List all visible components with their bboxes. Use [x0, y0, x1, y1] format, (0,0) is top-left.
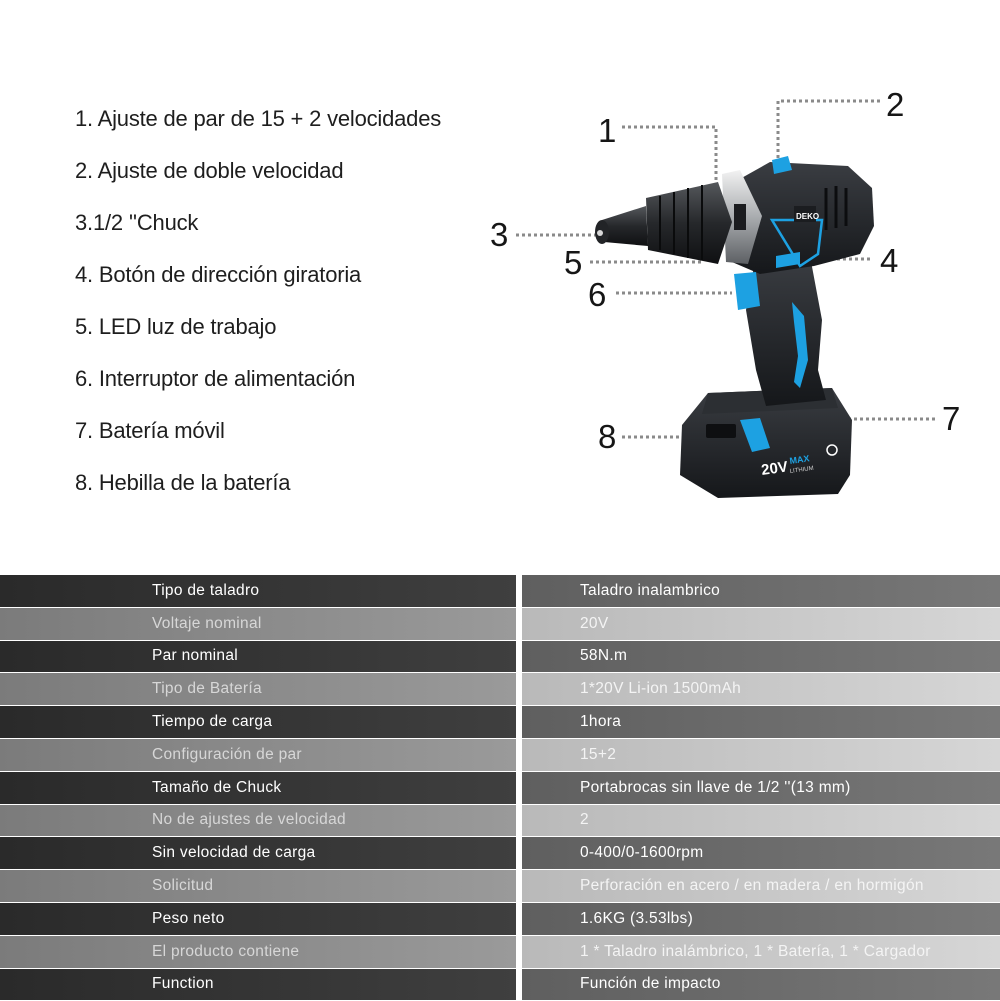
spec-row	[0, 837, 1000, 870]
spec-value: 1.6KG (3.53lbs)	[516, 903, 1000, 935]
spec-value: Perforación en acero / en madera / en hormigón	[516, 870, 1000, 902]
spec-row	[0, 641, 1000, 674]
spec-row	[0, 969, 1000, 1001]
feature-list	[75, 98, 441, 514]
spec-key: Tiempo de carga	[0, 706, 516, 738]
spec-key: Voltaje nominal	[0, 608, 516, 640]
feature-item-6: 6. Interruptor de alimentación	[75, 366, 356, 391]
spec-value: 20V	[516, 608, 1000, 640]
callout-1: 1	[598, 112, 617, 149]
spec-table	[0, 575, 1000, 1001]
feature-item-3: 3.1/2 ''Chuck	[75, 210, 199, 235]
spec-value: Función de impacto	[516, 969, 1000, 1001]
spec-value: 1hora	[516, 706, 1000, 738]
feature-item-5: 5. LED luz de trabajo	[75, 314, 277, 339]
callout-7: 7	[942, 400, 961, 437]
spec-key: Par nominal	[0, 641, 516, 673]
spec-value: 2	[516, 805, 1000, 837]
spec-key: Tamaño de Chuck	[0, 772, 516, 804]
spec-value: 1 * Taladro inalámbrico, 1 * Batería, 1 * Cargador	[516, 936, 1000, 968]
spec-row	[0, 772, 1000, 805]
spec-key: Configuración de par	[0, 739, 516, 771]
feature-item-8: 8. Hebilla de la batería	[75, 470, 291, 495]
feature-item-4: 4. Botón de dirección giratoria	[75, 262, 362, 287]
spec-key: Peso neto	[0, 903, 516, 935]
spec-row	[0, 608, 1000, 641]
spec-value: Portabrocas sin llave de 1/2 ''(13 mm)	[516, 772, 1000, 804]
spec-row	[0, 903, 1000, 936]
spec-key: Tipo de taladro	[0, 575, 516, 607]
feature-item-1: 1. Ajuste de par de 15 + 2 velocidades	[75, 106, 442, 131]
drill-figure	[470, 70, 1000, 530]
spec-key: Solicitud	[0, 870, 516, 902]
battery-voltage-label: 20V	[760, 458, 789, 479]
callout-4: 4	[880, 242, 899, 279]
drill-illustration	[470, 70, 1000, 530]
spec-key: El producto contiene	[0, 936, 516, 968]
spec-row	[0, 936, 1000, 969]
callout-5: 5	[564, 244, 583, 281]
callout-3: 3	[490, 216, 509, 253]
spec-key: Function	[0, 969, 516, 1001]
callout-8: 8	[598, 418, 617, 455]
spec-row	[0, 673, 1000, 706]
spec-row	[0, 739, 1000, 772]
spec-value: 58N.m	[516, 641, 1000, 673]
brand-label: DEKO	[796, 212, 820, 221]
spec-value: 1*20V Li-ion 1500mAh	[516, 673, 1000, 705]
feature-item-7: 7. Batería móvil	[75, 418, 225, 443]
spec-key: No de ajustes de velocidad	[0, 805, 516, 837]
feature-item-2: 2. Ajuste de doble velocidad	[75, 158, 344, 183]
spec-value: 0-400/0-1600rpm	[516, 837, 1000, 869]
spec-row	[0, 706, 1000, 739]
trigger-switch	[734, 272, 760, 310]
spec-key: Tipo de Batería	[0, 673, 516, 705]
spec-row	[0, 870, 1000, 903]
callout-6: 6	[588, 276, 607, 313]
spec-value: 15+2	[516, 739, 1000, 771]
battery-type-label: LITHIUM	[789, 465, 815, 475]
callout-2: 2	[886, 86, 905, 123]
spec-value: Taladro inalambrico	[516, 575, 1000, 607]
spec-key: Sin velocidad de carga	[0, 837, 516, 869]
battery-max-label: MAX	[788, 453, 811, 466]
spec-row	[0, 805, 1000, 838]
drill-handle	[746, 256, 826, 406]
spec-row	[0, 575, 1000, 608]
